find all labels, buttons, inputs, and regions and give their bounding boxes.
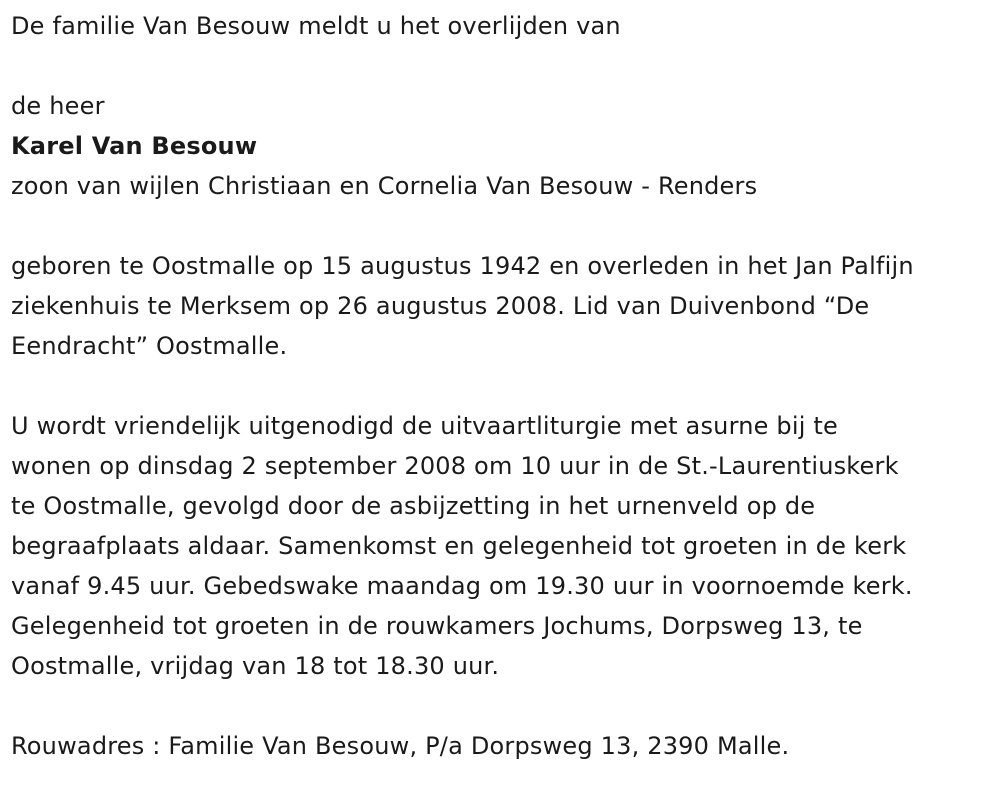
spacer bbox=[11, 206, 996, 246]
parentage-text: zoon van wijlen Christiaan en Cornelia Van Besouw - Renders bbox=[11, 172, 758, 200]
paragraph-line: wonen op dinsdag 2 september 2008 om 10 uur in de St.-Laurentiuskerk bbox=[11, 452, 899, 480]
paragraph-line: Gelegenheid tot groeten in de rouwkamers Jochums, Dorpsweg 13, te bbox=[11, 612, 863, 640]
spacer bbox=[11, 686, 996, 726]
paragraph-line: te Oostmalle, gevolgd door de asbijzetting in het urnenveld op de bbox=[11, 492, 816, 520]
intro-text: De familie Van Besouw meldt u het overlijden van bbox=[11, 12, 621, 40]
paragraph-line: Eendracht” Oostmalle. bbox=[11, 332, 288, 360]
salutation-text: de heer bbox=[11, 92, 105, 120]
paragraph-line: U wordt vriendelijk uitgenodigd de uitvaartliturgie met asurne bij te bbox=[11, 412, 838, 440]
paragraph-line: begraafplaats aldaar. Samenkomst en gelegenheid tot groeten in de kerk bbox=[11, 532, 907, 560]
mourning-address: Rouwadres : Familie Van Besouw, P/a Dorpsweg 13, 2390 Malle. bbox=[11, 732, 790, 760]
spacer bbox=[11, 46, 996, 86]
deceased-name: Karel Van Besouw bbox=[11, 132, 258, 160]
death-notice bbox=[11, 0, 996, 766]
paragraph-line: ziekenhuis te Merksem op 26 augustus 2008. Lid van Duivenbond “De bbox=[11, 292, 870, 320]
spacer bbox=[11, 366, 996, 406]
paragraph-line: Oostmalle, vrijdag van 18 tot 18.30 uur. bbox=[11, 652, 500, 680]
paragraph-line: geboren te Oostmalle op 15 augustus 1942 en overleden in het Jan Palfijn bbox=[11, 252, 914, 280]
ceremony-paragraph bbox=[11, 406, 996, 686]
paragraph-line: vanaf 9.45 uur. Gebedswake maandag om 19.30 uur in voornoemde kerk. bbox=[11, 572, 913, 600]
birth-death-paragraph bbox=[11, 246, 996, 366]
